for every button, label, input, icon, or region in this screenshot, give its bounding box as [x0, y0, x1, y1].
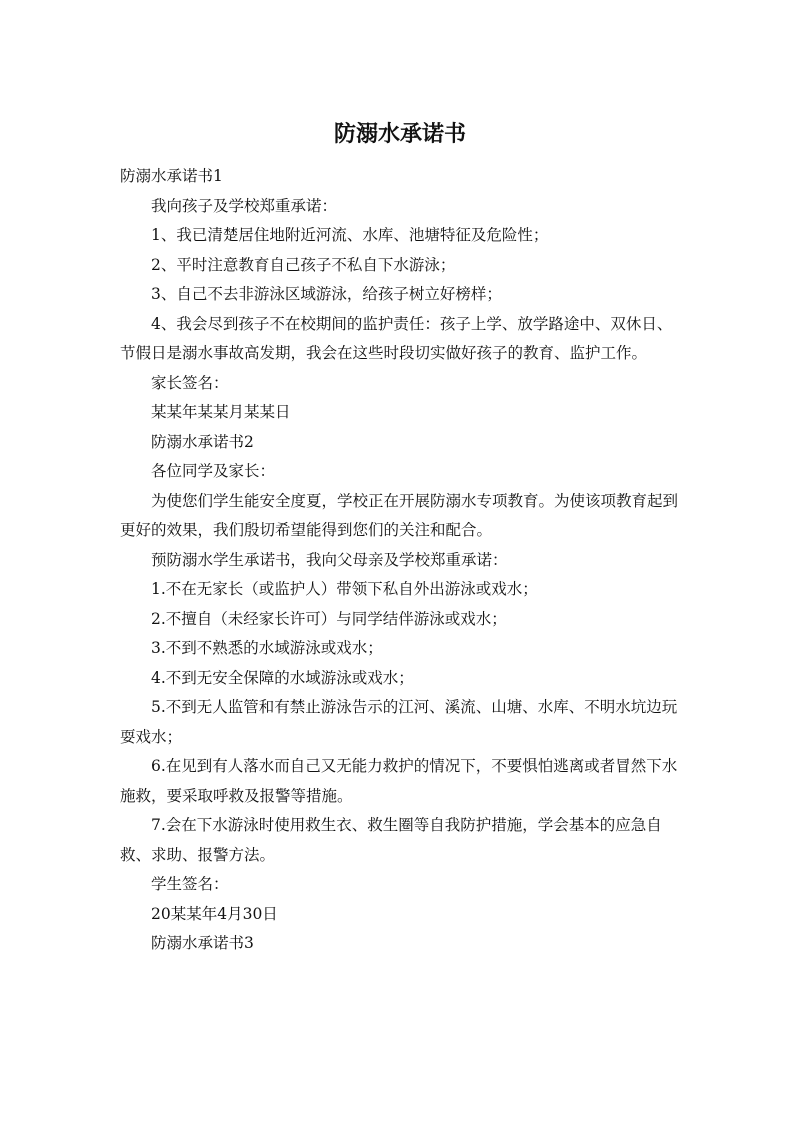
- body-paragraph: 某某年某某月某某日: [151, 403, 291, 421]
- body-paragraph: 家长签名：: [151, 373, 229, 392]
- body-paragraph: 4.不到无安全保障的水域游泳或戏水；: [151, 668, 414, 687]
- document-title: 防溺水承诺书: [333, 122, 466, 147]
- body-paragraph: 防溺水承诺书2: [151, 432, 254, 451]
- body-paragraph: 5.不到无人监管和有禁止游泳告示的江河、溪流、山塘、水库、不明水坑边玩耍戏水；: [120, 698, 678, 746]
- body-paragraph: 2.不擅自（未经家长许可）与同学结伴游泳或戏水；: [151, 609, 507, 628]
- body-paragraph: 为使您们学生能安全度夏，学校正在开展防溺水专项教育。为使该项教育起到更好的效果，我们殷切希望能得到您们的关注和配合。: [120, 491, 679, 539]
- body-paragraph: 1、我已清楚居住地附近河流、水库、池塘特征及危险性；: [151, 226, 549, 244]
- body-paragraph: 1.不在无家长（或监护人）带领下私自外出游泳或戏水；: [151, 580, 538, 598]
- body-paragraph: 3、自己不去非游泳区域游泳，给孩子树立好榜样；: [151, 285, 502, 303]
- document-body: [120, 162, 680, 959]
- document-page: [120, 118, 680, 959]
- body-paragraph: 防溺水承诺书3: [151, 934, 254, 952]
- body-paragraph: 6.在见到有人落水而自己又无能力救护的情况下，不要惧怕逃离或者冒然下水施救，要采取呼救及报警等措施。: [120, 757, 678, 805]
- body-paragraph: 4、我会尽到孩子不在校期间的监护责任：孩子上学、放学路途中、双休日、节假日是溺水事故高发期，我会在这些时段切实做好孩子的教育、监护工作。: [120, 314, 673, 362]
- body-paragraph: 20某某年4月30日: [151, 904, 278, 923]
- body-paragraph: 我向孩子及学校郑重承诺：: [151, 196, 338, 215]
- body-paragraph: 3.不到不熟悉的水域游泳或戏水；: [151, 639, 383, 657]
- body-paragraph: 7.会在下水游泳时使用救生衣、救生圈等自我防护措施，学会基本的应急自救、求助、报警方法。: [120, 816, 662, 864]
- body-paragraph: 各位同学及家长：: [151, 462, 276, 480]
- body-paragraph: 学生签名：: [151, 875, 229, 893]
- body-paragraph: 防溺水承诺书1: [120, 167, 223, 185]
- body-paragraph: 预防溺水学生承诺书，我向父母亲及学校郑重承诺：: [151, 550, 508, 569]
- body-paragraph: 2、平时注意教育自己孩子不私自下水游泳；: [151, 255, 456, 274]
